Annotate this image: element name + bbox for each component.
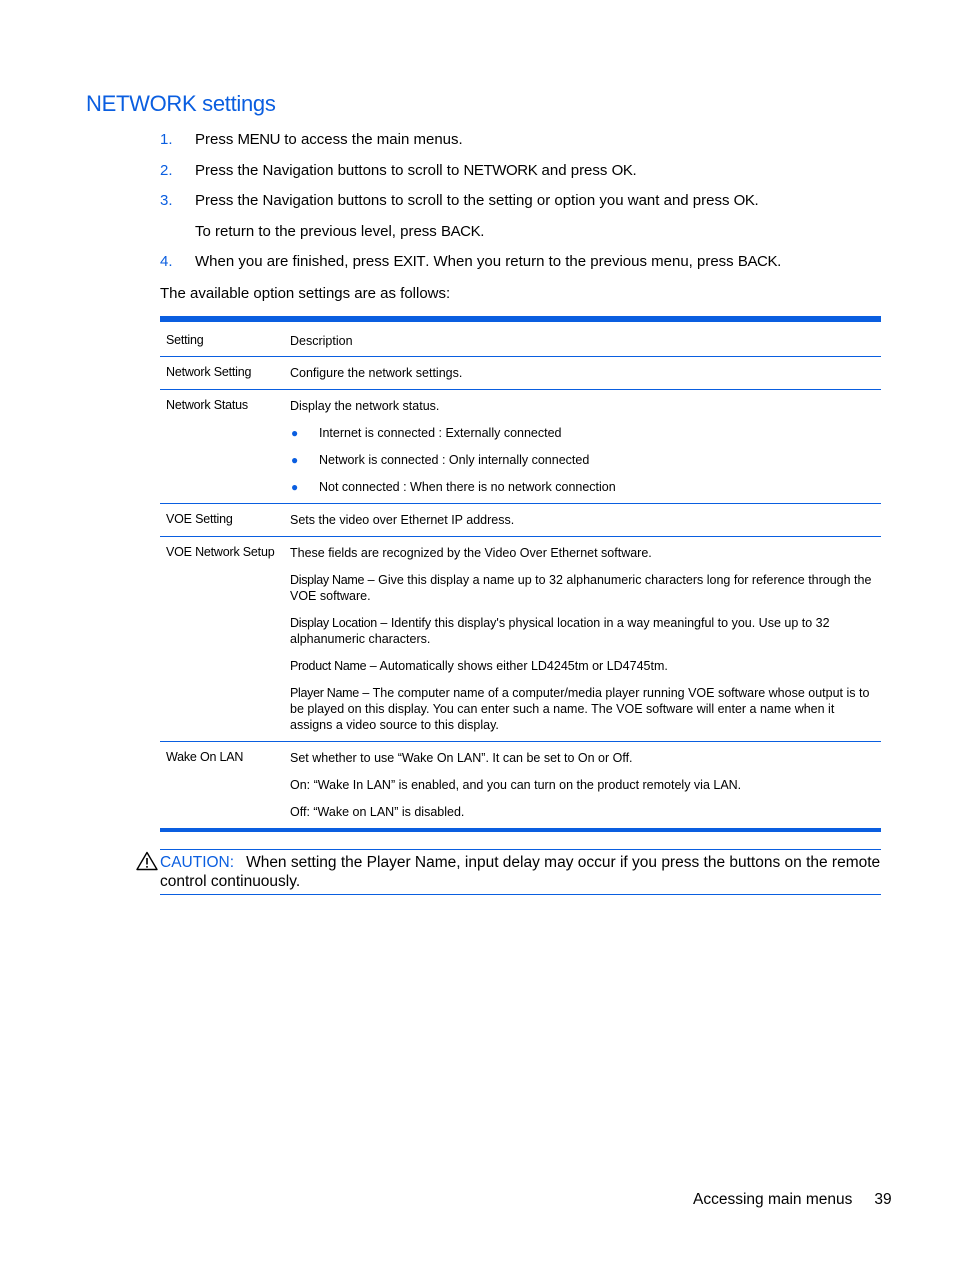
step-number: 4. <box>160 253 173 270</box>
table-row <box>160 742 881 828</box>
steps-list <box>160 130 882 283</box>
step-4 <box>160 252 882 283</box>
table-row <box>160 537 881 742</box>
field-description <box>290 658 875 674</box>
intro-text: The available option settings are as follows: <box>160 285 451 302</box>
settings-table <box>160 316 881 832</box>
step-text: . When you return to the previous menu, press <box>425 253 738 270</box>
description-text: These fields are recognized by the Video Over Ethernet software. <box>290 546 652 560</box>
description-text: Set whether to use “Wake On LAN”. It can be set to On or Off. <box>290 751 633 765</box>
step-text: Press the Navigation buttons to scroll to the setting or option you want and press <box>195 192 734 209</box>
description-text: Off: “Wake on LAN” is disabled. <box>290 805 465 819</box>
setting-description: Configure the network settings. <box>290 366 463 380</box>
menu-key: MENU <box>237 131 281 148</box>
step-number: 1. <box>160 131 173 148</box>
setting-description <box>290 537 881 741</box>
footer-section-title: Accessing main menus <box>693 1191 853 1208</box>
caution-text: When setting the Player Name, input delay may occur if you press the buttons on the remote control continuously. <box>160 854 881 890</box>
page-number: 39 <box>874 1191 892 1208</box>
ok-key: OK <box>733 192 755 209</box>
field-text: – Give this display a name up to 32 alphanumeric characters long for reference through the VOE software. <box>290 573 872 603</box>
setting-description <box>290 742 881 828</box>
step-text: . <box>632 161 637 179</box>
setting-label: Wake On LAN <box>166 750 244 764</box>
bullet-icon: ● <box>291 453 299 467</box>
field-description <box>290 572 875 604</box>
field-description <box>290 615 875 647</box>
caution-note <box>160 849 881 895</box>
list-item-text: Network is connected : Only internally connected <box>319 453 590 467</box>
page-title: NETWORK settings <box>86 91 276 116</box>
field-term: Player Name <box>290 686 359 700</box>
back-key: BACK <box>737 253 778 270</box>
field-description <box>290 685 875 733</box>
step-text: . <box>777 253 782 270</box>
description-text: On: “Wake In LAN” is enabled, and you can turn on the product remotely via LAN. <box>290 778 742 792</box>
setting-label: Network Setting <box>166 365 252 379</box>
field-text: – Identify this display's physical location in a way meaningful to you. Use up to 32 alphanumeric characters. <box>290 616 830 646</box>
step-1 <box>160 130 882 161</box>
table-row <box>160 504 881 537</box>
field-text: – The computer name of a computer/media player running VOE software whose output is to be played on this display. You can enter such a name. The VOE software will enter a name when it assigns a video source to this display. <box>290 686 870 732</box>
step-text: When you are finished, press <box>195 253 394 270</box>
setting-description: Sets the video over Ethernet IP address. <box>290 513 515 527</box>
network-key: NETWORK <box>463 161 538 179</box>
header-setting: Setting <box>166 333 204 347</box>
bullet-icon: ● <box>291 480 299 494</box>
page-footer <box>693 1190 892 1210</box>
table-header-row <box>160 322 881 357</box>
field-term: Display Name <box>290 573 365 587</box>
step-number: 2. <box>160 161 173 179</box>
list-item <box>290 425 875 441</box>
step-2 <box>160 161 882 192</box>
header-description: Description <box>290 334 353 348</box>
field-term: Product Name <box>290 659 367 673</box>
note-text: . <box>480 222 485 240</box>
table-row <box>160 357 881 390</box>
setting-label: VOE Network Setup <box>166 545 275 559</box>
setting-label: Network Status <box>166 398 248 412</box>
step-text: Press <box>195 131 238 148</box>
list-item <box>290 479 875 495</box>
exit-key: EXIT <box>393 253 426 270</box>
list-item-text: Internet is connected : Externally connected <box>319 426 562 440</box>
list-item-text: Not connected : When there is no network connection <box>319 480 616 494</box>
step-text: and press <box>537 161 612 179</box>
setting-label: VOE Setting <box>166 512 233 526</box>
step-text: . <box>754 192 759 209</box>
list-item <box>290 452 875 468</box>
bullet-icon: ● <box>291 426 299 440</box>
step-text: Press the Navigation buttons to scroll to <box>195 161 464 179</box>
step-number: 3. <box>160 192 173 209</box>
caution-label: CAUTION: <box>160 854 235 871</box>
step-text: to access the main menus. <box>280 131 463 148</box>
description-text: Display the network status. <box>290 399 440 413</box>
table-row <box>160 390 881 504</box>
back-key: BACK <box>440 222 481 240</box>
setting-description <box>290 390 881 503</box>
status-list <box>290 425 875 495</box>
step-3-note <box>160 222 882 253</box>
note-text: To return to the previous level, press <box>195 222 441 240</box>
ok-key: OK <box>611 161 633 179</box>
field-text: – Automatically shows either LD4245tm or LD4745tm. <box>366 659 668 673</box>
step-3 <box>160 191 882 222</box>
field-term: Display Location <box>290 616 377 630</box>
warning-triangle-icon <box>136 851 158 871</box>
